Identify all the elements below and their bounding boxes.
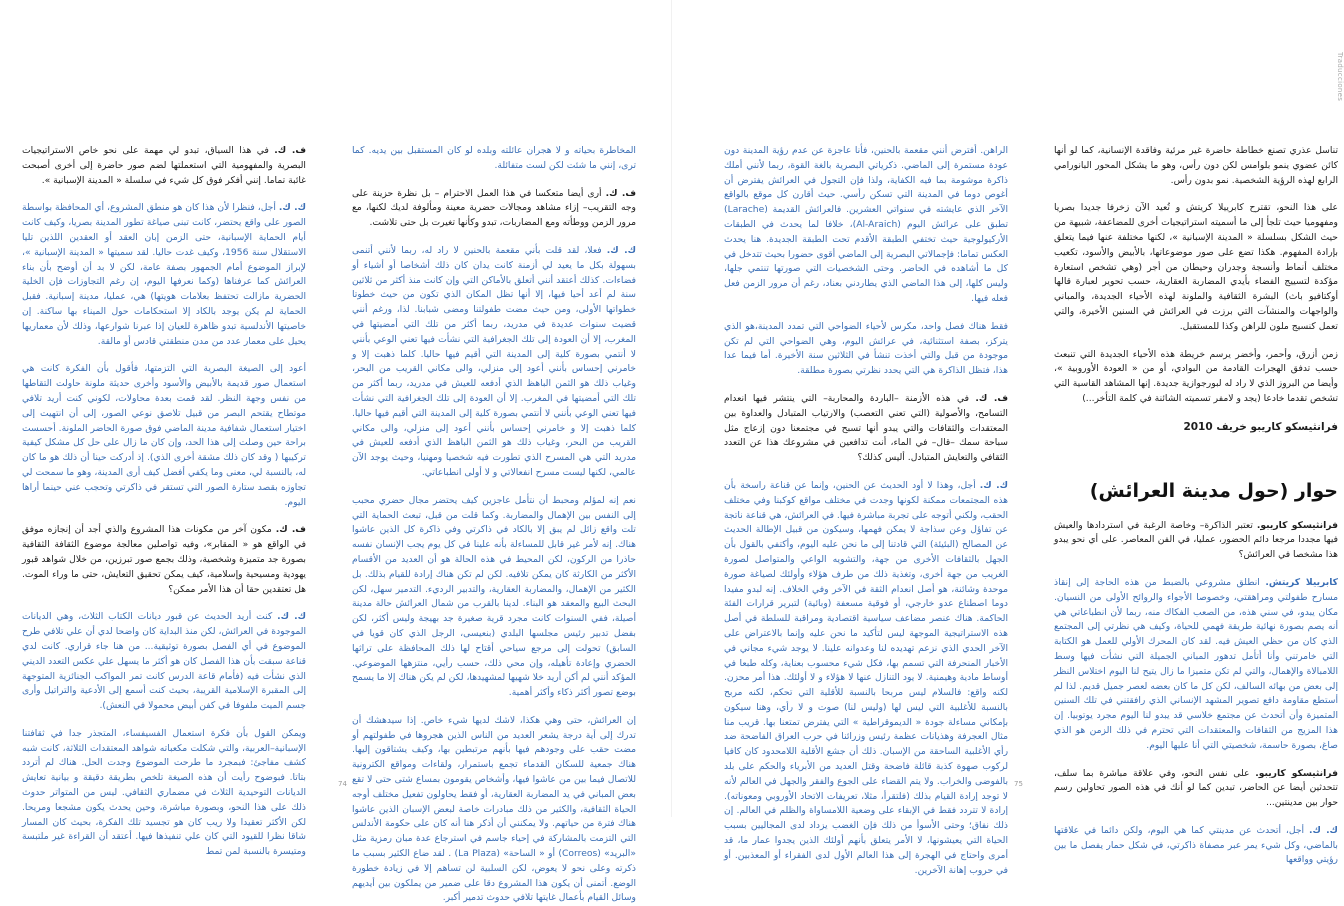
paragraph	[352, 714, 636, 906]
page-number-right: 75	[1014, 780, 1023, 788]
paragraph	[1054, 144, 1338, 188]
series-label: Traducciones	[1336, 52, 1344, 102]
speaker-label: ف. ك.	[605, 187, 636, 199]
paragraph	[1054, 576, 1338, 754]
paragraph-text: على نفس النحو، وفي علاقة مباشرة بما سلف، تتحدثين أيضا عن الحاضر، تبدين كما لو أنك في هذه الصور تحاولين رسم حوار بين مدينتين...	[1054, 767, 1338, 809]
paragraph-text: أعود إلى الصيغة البصرية التي التزمتها، فأقول بأن الفكرة كانت هي استعمال صور قديمة بالأبيض والأسود وأخرى حديثة ملونة حاولت التقاطها من نفس وجهة النظر. لقد قمت بعدة محاولات، لكوني كنت أريد تلافي موتطاح يقتحم البصر من قبيل تلاصق نوعي الصور، إلى أن انتهيت إلى اختيار استعمال شفافية مدينة الماضي فوق صورة الحاضر الملونة. أحسست براحة حين وصلت إلى هذا الحد، وإن كان ما زال على حل كل مشكل كيفية تركيبها ( وقد كان ذلك مشقة أخرى الذي). إذ أدركت حينا أن ذلك هو ما كان له، بالنسبة لي، معنى وما يكفي أفضل كيف أرى المدينة، وهو ما سمحت لي تجاوزه بقصد ستارة الصور التي تستقر في ذاكرتي وتحجب عني حينما أراها اليوم.	[22, 363, 306, 508]
column-b	[352, 144, 636, 904]
paragraph	[724, 144, 1008, 307]
paragraph-text: نعم إنه لمؤلم ومحبط أن نتأمل عاجزين كيف يحتضر مجال حضري محبب إلى النفس بين الإهمال والمضاربة. وكما قلت من قبل، تبعث الحماية التي تلت واقع زائل لم يبق إلا بالكاد في ذاكرتي وفي ذاكرة كل الذين عاشوا هناك. إنه لأمر غير قابل للمساءلة بأنه علينا في كل يوم يجب الإنسان نفسه حاذرا من الركون، لكن المحيط في هذه الحالة هو أن العديد من الأقسام الأكثر من الكارثة كان يمكن تلافيه. لكن لم تكن هناك إرادة للقيام بذلك. بل الكثير من الإهمال، والمضاربة العقارية، والتدبير الرديء. التدمير سهل، لكن البحث البيع والمعقد هو البناء. لدينا بالقرب من شمال العرائش حالة مدينة أصيلة، ففي السنوات كانت مجرد قرية صغيرة جد بهيجة وليس أكثر، لكن بفضل تدبير رئيس مجلسها البلدي (بنعيسى، الرجل الذي كان قويا في السابق) تحولت إلى مرجع سياحي أقتاح لها ذلك المحافظة على تراثها الحضري وإعادة تأهيله، وإن محي ذلك، حسب رأيي، منتزهها الموضوعي. المؤكد أنني لم أكن أريد خلا شهيها لمشهيدها، لكن لم يكن هناك إلا ما يسمح بوضع تصور أكثر ذكاء وأكثر أهمية.	[352, 494, 636, 699]
paragraph	[1054, 348, 1338, 407]
speaker-label: ك. ك.	[278, 202, 306, 214]
paragraph-text: أجل، أتحدث عن مدينتي كما هي اليوم، ولكن دائما في علاقتها بالماضي، وكل شيء يمر عبر مصفاة ذاكرتي، في شكل حمار يفصل ما بين رؤيتي وواقعها	[1054, 824, 1338, 866]
paragraph	[22, 523, 306, 597]
paragraph	[22, 362, 306, 510]
paragraph	[724, 479, 1008, 879]
paragraph-text: فرانثيسكو كاريبو خريف 2010	[1183, 420, 1338, 433]
paragraph-text: ويمكن القول بأن فكرة استعمال الفسيفساء، المتجذر جدا في ثقافتنا الإسبانية–العربية، والتي شكلت مكعباته شواهد المعتقدات الثلاثة، كانت شبه كشف مفاجئ: فبمجرد ما طرحت الموضوع وجدت الحل. هناك لم أتردد بتاتا. فبوضوح رأيت أن هذه الصيغة تلخص بطريقة دقيقة و بيانية تعايش الديانات التوحيدية الثلاث في مضماري الثقافي. ليس من المتواتر حدوث ذلك على هذا النحو، وبصورة مباشرة، وحين يحدث يكون مشجعا ومريحا. لكن الأكثر تعقيدا ولا ريب كان هو تجسيد تلك الفكرة، بحيث كان المسار شاقا نظرا للقيود التي كان علي تنفيذها فيها. أعتقد أن القراءة غير ملتبسة ومتيسرة بالنسبة لمن تمط	[22, 727, 306, 858]
paragraph	[22, 727, 306, 860]
column-c-body	[724, 144, 1008, 878]
paragraph-text: المخاطرة بحياته و لا هجران عائلته وبلده لو كان المستقبل بين يديه. كما ترى، إنني ما شئت لكن لست متفائلة.	[352, 145, 636, 171]
paragraph	[1054, 519, 1338, 563]
speaker-label: كابرييلا كريتش.	[1265, 576, 1338, 588]
paragraph	[1054, 824, 1338, 868]
speaker-label: ف. ك.	[274, 145, 306, 156]
speaker-label: فرانثيسكو كاريبو.	[1255, 767, 1338, 779]
column-d	[1054, 144, 1339, 866]
speaker-label: ف. ك.	[275, 524, 306, 536]
speaker-label: ك. ك.	[606, 244, 636, 256]
paragraph	[352, 144, 636, 174]
paragraph-text: أرى أيضا متعكسا في هذا العمل الاحترام – بل نظرة حزينة على وجه التقريب– إزاء مشاهد ومجالات حضرية معينة ومألوفة لديك لكنها، مع مرور الزمن ووطأته ومع المضاربات، تبدو وكأنها تغيرت بل حتى تلاشت.	[352, 187, 636, 229]
paragraph	[1054, 201, 1338, 334]
paragraph	[352, 244, 636, 481]
paragraph-text: انطلق مشروعي بالضبط من هذه الحاجة إلى إنقاذ مسارح طفولتي ومراهقتي، وخصوصا الأجواء والروائح الأولى من النسيان. مكان يبدو، في سني هذه، من الصعب الفكاك منه، ربما لأن انطباعاتي هي أنه يصم بصورة نهائية طريقة فهمي للحياة، وكيف هي نظرتي إلى المجتمع الذي كان من حظي العيش فيه. لقد كان المحرك الأولي للعمل هو الكتابة التي خامرتني وأنا أتأمل تدهور المباني الجميلة التي نشأت فيها وسط اللامبالاة والإهمال، والتي لم تكن متميزا ما زال يتيح لنا اليوم اختلاس النظر إلى بعض من بهائه السالف، لكن كل ما كان بعضه لعصر جميل قديم. لذا لم أستطع مقاومة دافع تصوير المشهد الإنساني الذي رافقتني في تلك السنين المتميزة وأن أتحدث عن مجتمع خلاسي قد يبدو لنا اليوم مجرد يوتوبيا. إن هذا المزيج من الثقافات والمعتقدات التي تحترم في ذلك الزمن هو الذي صاغ، بصورة حاسمة، شخصيتي التي أنا عليها اليوم.	[1054, 576, 1338, 751]
column-d-body	[1054, 144, 1338, 868]
paragraph	[352, 494, 636, 701]
paragraph-text: فعلا، لقد قلت بأني مقعمة بالحنين لا راد له، ربما لأنني أتنمى بسهولة بكل ما يعيد لي أزمنة كانت يدان كان ذلك أشخاصا أو أشياء أو فضاءات. كذلك أعتقد أنني أتعلق بالأماكن التي وإن كانت منذ أكثر من ثلاثين سنة لم أعد أحيا فيها، إلا أنها تظل المكان الذي تكون من حيث خطوتا خطواتها الأولى، ومن حيث مضت طفولتنا ومضى شبابنا. لذا، ورغم أنني قضيت سنوات عديدة في مدريد، ربما أكثر من تلك التي أمضيتها في المغرب، إلا أن العودة إلى تلك الجغرافية التي نشأت فيها تعني الوعي بأنني لا أنتمي بصورة كلية إلى المدينة التي أقيم فيها حاليا. كلما ذهبت إلا و خامرني إحساس بأنني أعود إلى منزلي، والى مكاني القريب من البحر، وغياب ذلك هو الثمن الباهظ الذي أدفعه للعيش في مدريد، ربما أكثر من تلك التي أمضيتها في المغرب. إلا أن العودة إلى تلك الجغرافية التي نشأت فيها تعني الوعي بأنني لا أنتمي بصورة كلية إلى المدينة التي أقيم فيها حاليا. كلما ذهبت إلا و خامرني إحساس بأنني أعود إلى منزلي، والى مكاني القريب من البحر، وغياب ذلك هو الثمن الباهظ الذي أدفعه للعيش في مدريد التي هي المسرح الذي تطورت فيه شخصيا ومهنيا، وحيث يوجد الآن عالمي، لكنها ليست مسرح انفعالاتي و لا أولى انطباعاتي.	[352, 244, 636, 478]
author-signature	[1054, 420, 1338, 435]
paragraph	[22, 144, 306, 188]
paragraph-text: الراهن. أفترض أنني مقعمة بالحنين، فأنا عاجزة عن عدم رؤية المدينة دون عودة مستمرة إلى الماضي. ذكرياتي البصرية بالغة القوة، ربما لأنني أملك ذاكرة موشومة بما فيه الكفاية، ولذا فإن التجول في العرائش يفترض أن أغوص دوما في المدينة التي تسكن رأسي. حيث أقارن كل موقع بالواقع الآخر الذي عايشته في سنواتي العشرين. فالعرائش القديمة (Larache) تطبق على عرائش اليوم (Al-Araich)، خلافا لما يحدث في الطبقات الأركيولوجية حيث تختفي الطبقة الأقدم تحت الطبقة الجديدة. هنا يحدث العكس تماما: فإجمالاتي البصرية إلى الماضي أقوى حضورا بحيث تتدخل في كل ما أشاهده في الحاضر. وحتى الشخصيات التي صورتها تنتمي جلها، وليس كلها، إلى هذا الماضي الذي يطاردني بعناد، رغم أن مرور الزمن فعل فعله فيها.	[724, 145, 1008, 304]
speaker-label: ف. ك.	[975, 392, 1008, 404]
paragraph-text: كنت أريد الحديث عن قبور ديانات الكتاب الثلاث، وهي الديانات الموجودة في العرائش، لكن منذ البداية كان واضحا لدي أن علي تلافي طرح الموضوع في أي الفصل بصورة توثيقية... من هنا جاء قراري. كانت لدي قناعة سبقت بأن هذا الفصل كان هو أكثر ما يسهل علي عكس التعدد الديني الذي نشأت فيه (فأمام قاعة الدرس كانت تمر المواكب الجنائزية المتوجهة إلى المقبرة الإسلامية القريبة، بحيث كنت أسمع إلى الأدعية والتراتيل وأرى جسم الميت ملفوفا في كفن أبيض محمولا في النعش).	[22, 611, 306, 712]
paragraph-text: أجل، وهذا لا أود الحديث عن الحنين، وإنما عن قناعة راسخة بأن هذه المجتمعات ممكنة لكونها وجدت في مختلف مواقع كوكبنا وفي مختلف الحقب، ولكني أتوجه على تجربة مباشرة فيها. في العرائش، هي قناعة ناتجة عن تفاؤل وعن سذاجة لا يمكن فهمها، وسيكون من قبيل الإطالة الحديث عن المصالح (البئيئة) التي قادتنا إلى ما نحن عليه اليوم، وأكتفي بالقول بأن الجهل بالثقافات الأخرى من جهة، والتشويه الواعي والمتواصل لصورة الغريب من جهة أخرى، وتغذية ذلك من طرف هؤلاء وأولئك لصياغة صورة موحدة وشائنة، هو أصل انعدام الثقة في الآخر وفي الخلاف. إنه لبدو مفيدا دوما اصطناع عدو خارجي، أو فوقية مسعفة (وبائية) لتبرير قرارات الفئة الحاكمة. هناك عنصر مضاعف سياسية اقتصادية ومراقبة للسلطة في أصل هذه الاستراتيجية الموجهة ليس لتأكيد ما نحن عليه وإنما بالاعتراض على الآخر الحدي الذي نزعم تهديده لنا وعدوانه علينا. لا يوجد شيء مجاني في الأخبار المنحرفة التي تسمم بها، فكل شيء محسوب بعناية، وكله طبعا في أوساط مادية وهيمنية. لا يود التنازل عنها لا هؤلاء و لا أولئك. هذا أمر محزن. لكنه واقع: فالسلام ليس مربحا بالنسبة للأقلية التي تحكم، لكنه مربح بالنسبة للأغلبية التي ليس لها (وليس لنا) صوت و لا رأي، وهنا سيكون بإمكاني مساءلة جودة « الديموقراطية » التي يفترض تمتعنا بها. قريب منا مثال العجرفة وهذيانات عظمة رئيس وزرائنا في حرب العراق الفاضحة ضد رأي الأغلبية الساحقة من الإسبان. ذلك أن جشع الأقلية اللامحدود كان كافيا لركوب صهوة كذبة قائلة فاضحة وقتل العديد من الأبرياء والحكم على بلد بالفوضى والخراب. ولا يتم القضاء على الجوع والفقر والجهل في العالم لأنه لا توجد إرادة القيام بذلك (فلتقرأ، مثلا، تعريفات الاتحاد الأوروبي ومعوناته). إرادة لا تتردد فقط في الإبقاء على وضعية اللامساواة والظلم في العالم. إن ذلك نفاق؛ وحتى الأسوأ من ذلك فإن الغضب يزداد لدى المجاليين بسبب الحياة التي يعيشونها، لا الأمر يتعلق بأنهم أولئك الذين يجدوا عمار ما، قد أمرى واحتاج في الهجرة إلى هذا العالم الأول لدى الفقراء أو المعذبين. أو في حروب إهانة الآخرين.	[724, 479, 1008, 876]
paragraph-text: في هذه الأزمنة –الباردة والمحاربة– التي ينتشر فيها انعدام التسامح، والأصولية (التي تعني التعصب) والارتياب المتبادل والعداوة بين المعتقدات والثقافات والتي يبدو أنها تسبح في مجتمعنا دون إزعاج مثل سباحة سمك –قال– في الماء، أنت تدافعين في مشروعك هذا عن التعدد الثقافي والتعايش المتبادل. أليس كذلك؟	[724, 392, 1008, 464]
left-page	[0, 0, 672, 904]
page-number-left: 74	[338, 780, 347, 788]
paragraph	[724, 392, 1008, 466]
paragraph	[724, 320, 1008, 379]
paragraph	[352, 187, 636, 231]
speaker-label: ك. ك.	[1308, 824, 1338, 836]
paragraph	[1054, 767, 1338, 811]
paragraph-text: أجل، فنظرا لأن هذا كان هو منطق المشروع، أي المحافظة بواسطة الصور على واقع يحتضر، كانت تبنى صياغة تطور المدينة بصريا، وكيف كانت أيام الحماية الإسبانية، حتى الزمن إبان العقد أو العقدين اللذين تليا الاستقلال سنة 1956، وكيف غدت حاليا. لقد سميتها « المدينة الإسبانية »، لإبراز الموضوع أمام الجمهور بصفة عامة، لكن لا بد أن أوضح بأن بناء العرائش كما عرفناها (وكما نعرفها اليوم، إن رغم التجاوزات فإن الخلية الحضرية مازالت تحتفظ بعلامات هويتها) هي، عمليا، مدينة إسبانية. فقبل الحماية لم يكن يوجد بالكاد إلا استحكامات حول الميناء بها ساكنة. إن خاصيتها الأندلسية تبدو ظاهرة للعيان إذا عبرنا شوارعها، وذلك لأن معماريها يحيل على معمار عدد من مدن منطقتي قادس أو مالقة.	[22, 202, 306, 347]
paragraph-text: في هذا السياق، تبدو لي مهمة على نحو خاص الاستراتيجيات البصرية والمفهومية التي استعملتها لضم صور حاضرة إلى أخرى أصبحت غائبة تماما. إنني أفكر فوق كل شيء في سلسلة « المدينة الإسبانية ».	[22, 145, 306, 186]
paragraph-text: على هذا النحو، تقترح كابرييلا كريتش و تُعيد الآن زخرفا جديدا بصريا ومفهوميا حيث تلجأ إلى ما أسميته استراتيجيات أخرى للمضاعفة، شبيهة من حيث الشكل بسلسلة « المدينة الإسبانية »، لكنها مختلفة عنها فيما يتعلق بإرادة المفهوم. هكذا تضع على صور موضوعاتها، بالأبيض والأسود، تكعيب مختلف أنماط وأنسجة وجدران وحيطان من أجر (وهي تشخص استعارة مؤكدة لتسييج الفضاء بأيدي المضاربة العقارية، حسب تحوير لعبارة قالها أوكتافيو باث) البشرة الثقافية والملونة لهذه الأحياء الجديدة، والمباني والواجهات والمنشآت التي برزت في العرائش في السنين الأخيرة، والتي تعمل كنسيج ملون للراهن وكذا للمستقبل.	[1054, 202, 1338, 332]
paragraph	[22, 201, 306, 349]
paragraph-text: فقط هناك فصل واحد، مكرس لأحياء الضواحي التي تمدد المدينة،هو الذي يتركز، بصفة استثنائية، في عرائش اليوم، وهي الضواحي التي لم تكن موجودة من قبل والتي أخذت تنشأ في الثلاثين سنة الأخيرة. أما فيما عدا هذا، فتظل الذاكرة هي التي يحدد نظرتي بصورة مطلقة.	[724, 320, 1008, 377]
column-b-body	[352, 144, 636, 906]
section-title: حوار (حول مدينة العرائش)	[1089, 479, 1338, 502]
paragraph-text: تناسل عذري تصنع خطاطة حاضرة غير مرئية وفاقدة الإنسانية، كما لو أنها كائن عضوي ينمو بلوامس لكن دون رأس، وهو ما يشكل المحور البانورامي الرابع لهذه الرؤية الشخصية. نمو بدون رأس.	[1054, 145, 1338, 186]
speaker-label: ك. ك.	[277, 611, 306, 623]
paragraph-text: زمن أزرق، وأحمر، وأخضر يرسم خريطة هذه الأحياء الجديدة التي تنبعث حسب تدفق الهجرات القادمة من البوادي، أو من « العودة الأوروبية »، وأيضا من البروز الذي لا راد له لبورجوازية جديدة. إنها المشاهد القاسية التي تشخص تقدما خادعا (يجد و لامفر تسميته الشائنة في كلمة التأخر...)	[1054, 348, 1338, 404]
column-c	[724, 144, 1008, 876]
speaker-label: فرانثيسكو كاريبو.	[1256, 519, 1339, 531]
paragraph-text: تعتبر الذاكرة– وخاصة الرغبة في استردادها والعيش فيها مجددا مرجعا دائم الحضور، عمليا، في الفن المعاصر. على أي نحو يبدو هذا مشخصا في العرائش؟	[1054, 519, 1338, 561]
paragraph-text: إن العرائش، حتى وهي هكذا، لاشك لديها شيء خاص. إذا سيدهشك أن تدرك إلى أية درجة يشعر العديد من الناس الذين هجروها في طفولتهم أو مضت حقب على وجودهم فيها بأنهم مرتبطين بها، وكيف يشتاقون إليها. هناك جمعية للسكان القدماء تجمع باستمرار، ولقاءات ومواقع الكترونية للاتصال فيما بين من عاشوا فيها، وأشخاص يقومون بمساع شتى حتى لا تقع بعض المباني في يد المضاربة العقارية، أو فقط يحاولون تفعيل مختلف أوجه الحياة الثقافية، والكثير من ذلك مبادرات خاصة لبعض الإسبان الذين عاشوا هناك فترة من حياتهم. ولا يمكنني أن أذكر هنا أنه كان على حكومة الأندلس التي التزمت بالمشاركة في إحياء جاسم في استرجاع عدة مبان رمزية مثل «البريد» (Correos) أو « الساحة» (La Plaza) . لقد ضاع الكثير بسبب ما ذكرته وعلى نحو لا يعوض، لكن السلبية لن تساهم إلا في زيادة خطورة الوضع. أتمنى أن يكون هذا المشروع دقا على ضمير من يملكون بين أيديهم وسائل القيام بأعمال غايتها تلافي حدوث تدمير أكبر.	[352, 714, 636, 904]
paragraph	[22, 610, 306, 714]
speaker-label: ك. ك.	[979, 479, 1008, 491]
paragraph-text: مكون آخر من مكونات هذا المشروع والذي أجد أن إنجازه موفق في الواقع هو « المقابر»، وفيه تواصلين معالجة موضوع الثقافة الثقافية بصورة جد متميزة وشخصية، وذلك بجمع صور تبرزين، من خلال شواهد قبور يهودية ومسيحية وإسلامية، كيف يمكن تحقيق التعايش، حتى ما وراء الموت. هل تعتقدين حقا أن هذا الأمر ممكن؟	[22, 524, 306, 595]
column-a-body	[22, 144, 306, 860]
right-page	[672, 0, 1344, 876]
column-a	[22, 144, 306, 858]
